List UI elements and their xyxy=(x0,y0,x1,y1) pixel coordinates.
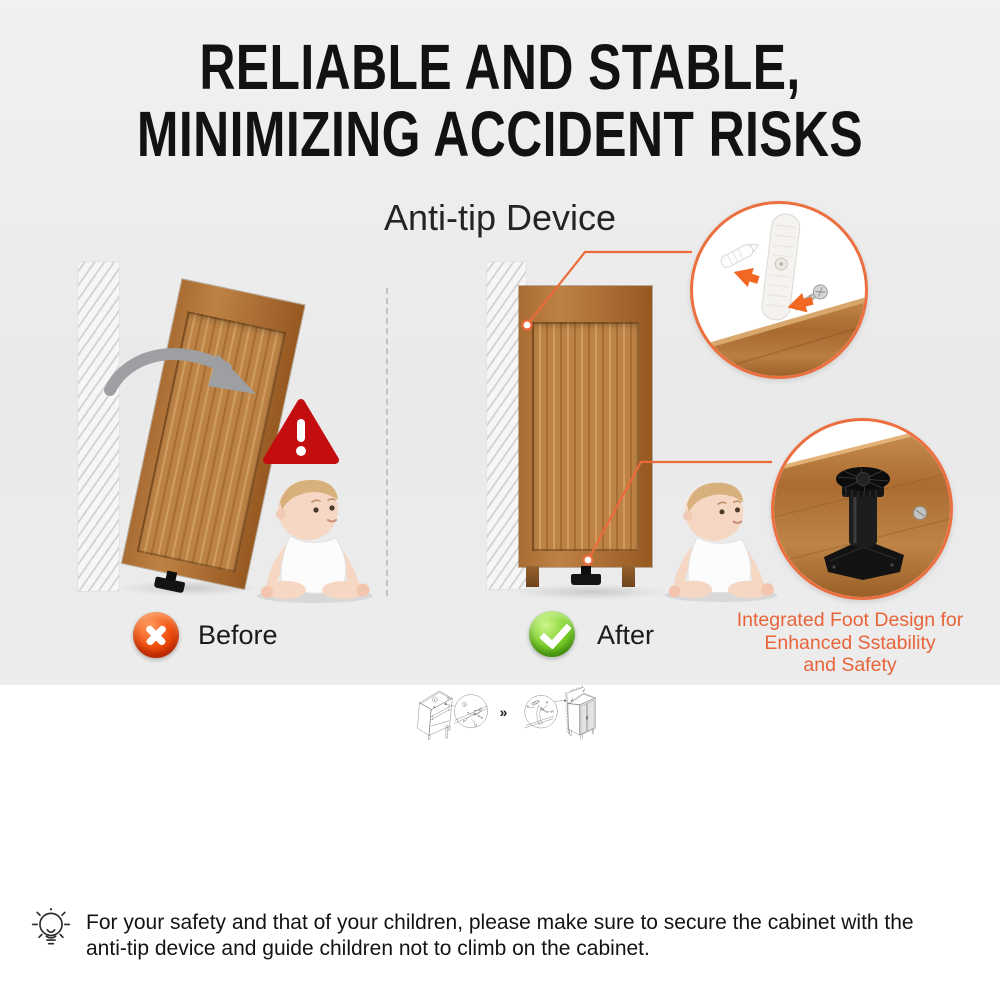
detail-magnifier-left xyxy=(455,695,488,728)
safety-note-line-1: For your safety and that of your children, please make sure to secure the cabinet with the xyxy=(86,911,914,934)
headline-line-1: RELIABLE AND STABLE, xyxy=(199,31,801,103)
foot-caption xyxy=(720,609,980,677)
caption-line: and Safety xyxy=(803,654,897,677)
check-mark-icon xyxy=(529,611,575,657)
wall-anchor xyxy=(719,239,761,269)
foot-callout xyxy=(771,418,953,600)
headline-line-2: MINIMIZING ACCIDENT RISKS xyxy=(136,98,864,170)
after-label: After xyxy=(597,620,655,650)
mesh-door xyxy=(581,703,586,734)
part-label-r: R xyxy=(551,709,554,714)
safety-note xyxy=(86,910,914,962)
adjustable-foot-detail xyxy=(774,421,950,597)
pointer-arrow-icon xyxy=(731,262,762,289)
next-step-chevrons: » xyxy=(499,703,508,720)
caption-line: Integrated Foot Design for xyxy=(736,609,964,631)
part-label-o: O xyxy=(474,723,477,728)
part-label-p: P xyxy=(463,719,466,724)
cabinet-top-face xyxy=(420,691,453,710)
anti-tip-strap-detail xyxy=(693,204,865,376)
part-label-p: P xyxy=(545,701,549,706)
before-label: Before xyxy=(198,620,278,650)
lightbulb-icon xyxy=(28,905,74,953)
bracket-mark xyxy=(433,697,449,708)
part-label-s: S xyxy=(526,705,529,710)
caption-line: Enhanced Sstability xyxy=(764,631,936,654)
step-number: 1 xyxy=(433,697,436,702)
step-number: 1 xyxy=(463,702,466,707)
part-label-q: Q xyxy=(479,707,482,712)
safety-note-line-2: anti-tip device and guide children not to climb on the cabinet. xyxy=(86,937,650,960)
subtitle: Anti-tip Device xyxy=(383,197,617,238)
strap-callout xyxy=(690,201,868,379)
assembly-diagram xyxy=(0,685,1000,910)
mesh-door xyxy=(588,700,595,731)
